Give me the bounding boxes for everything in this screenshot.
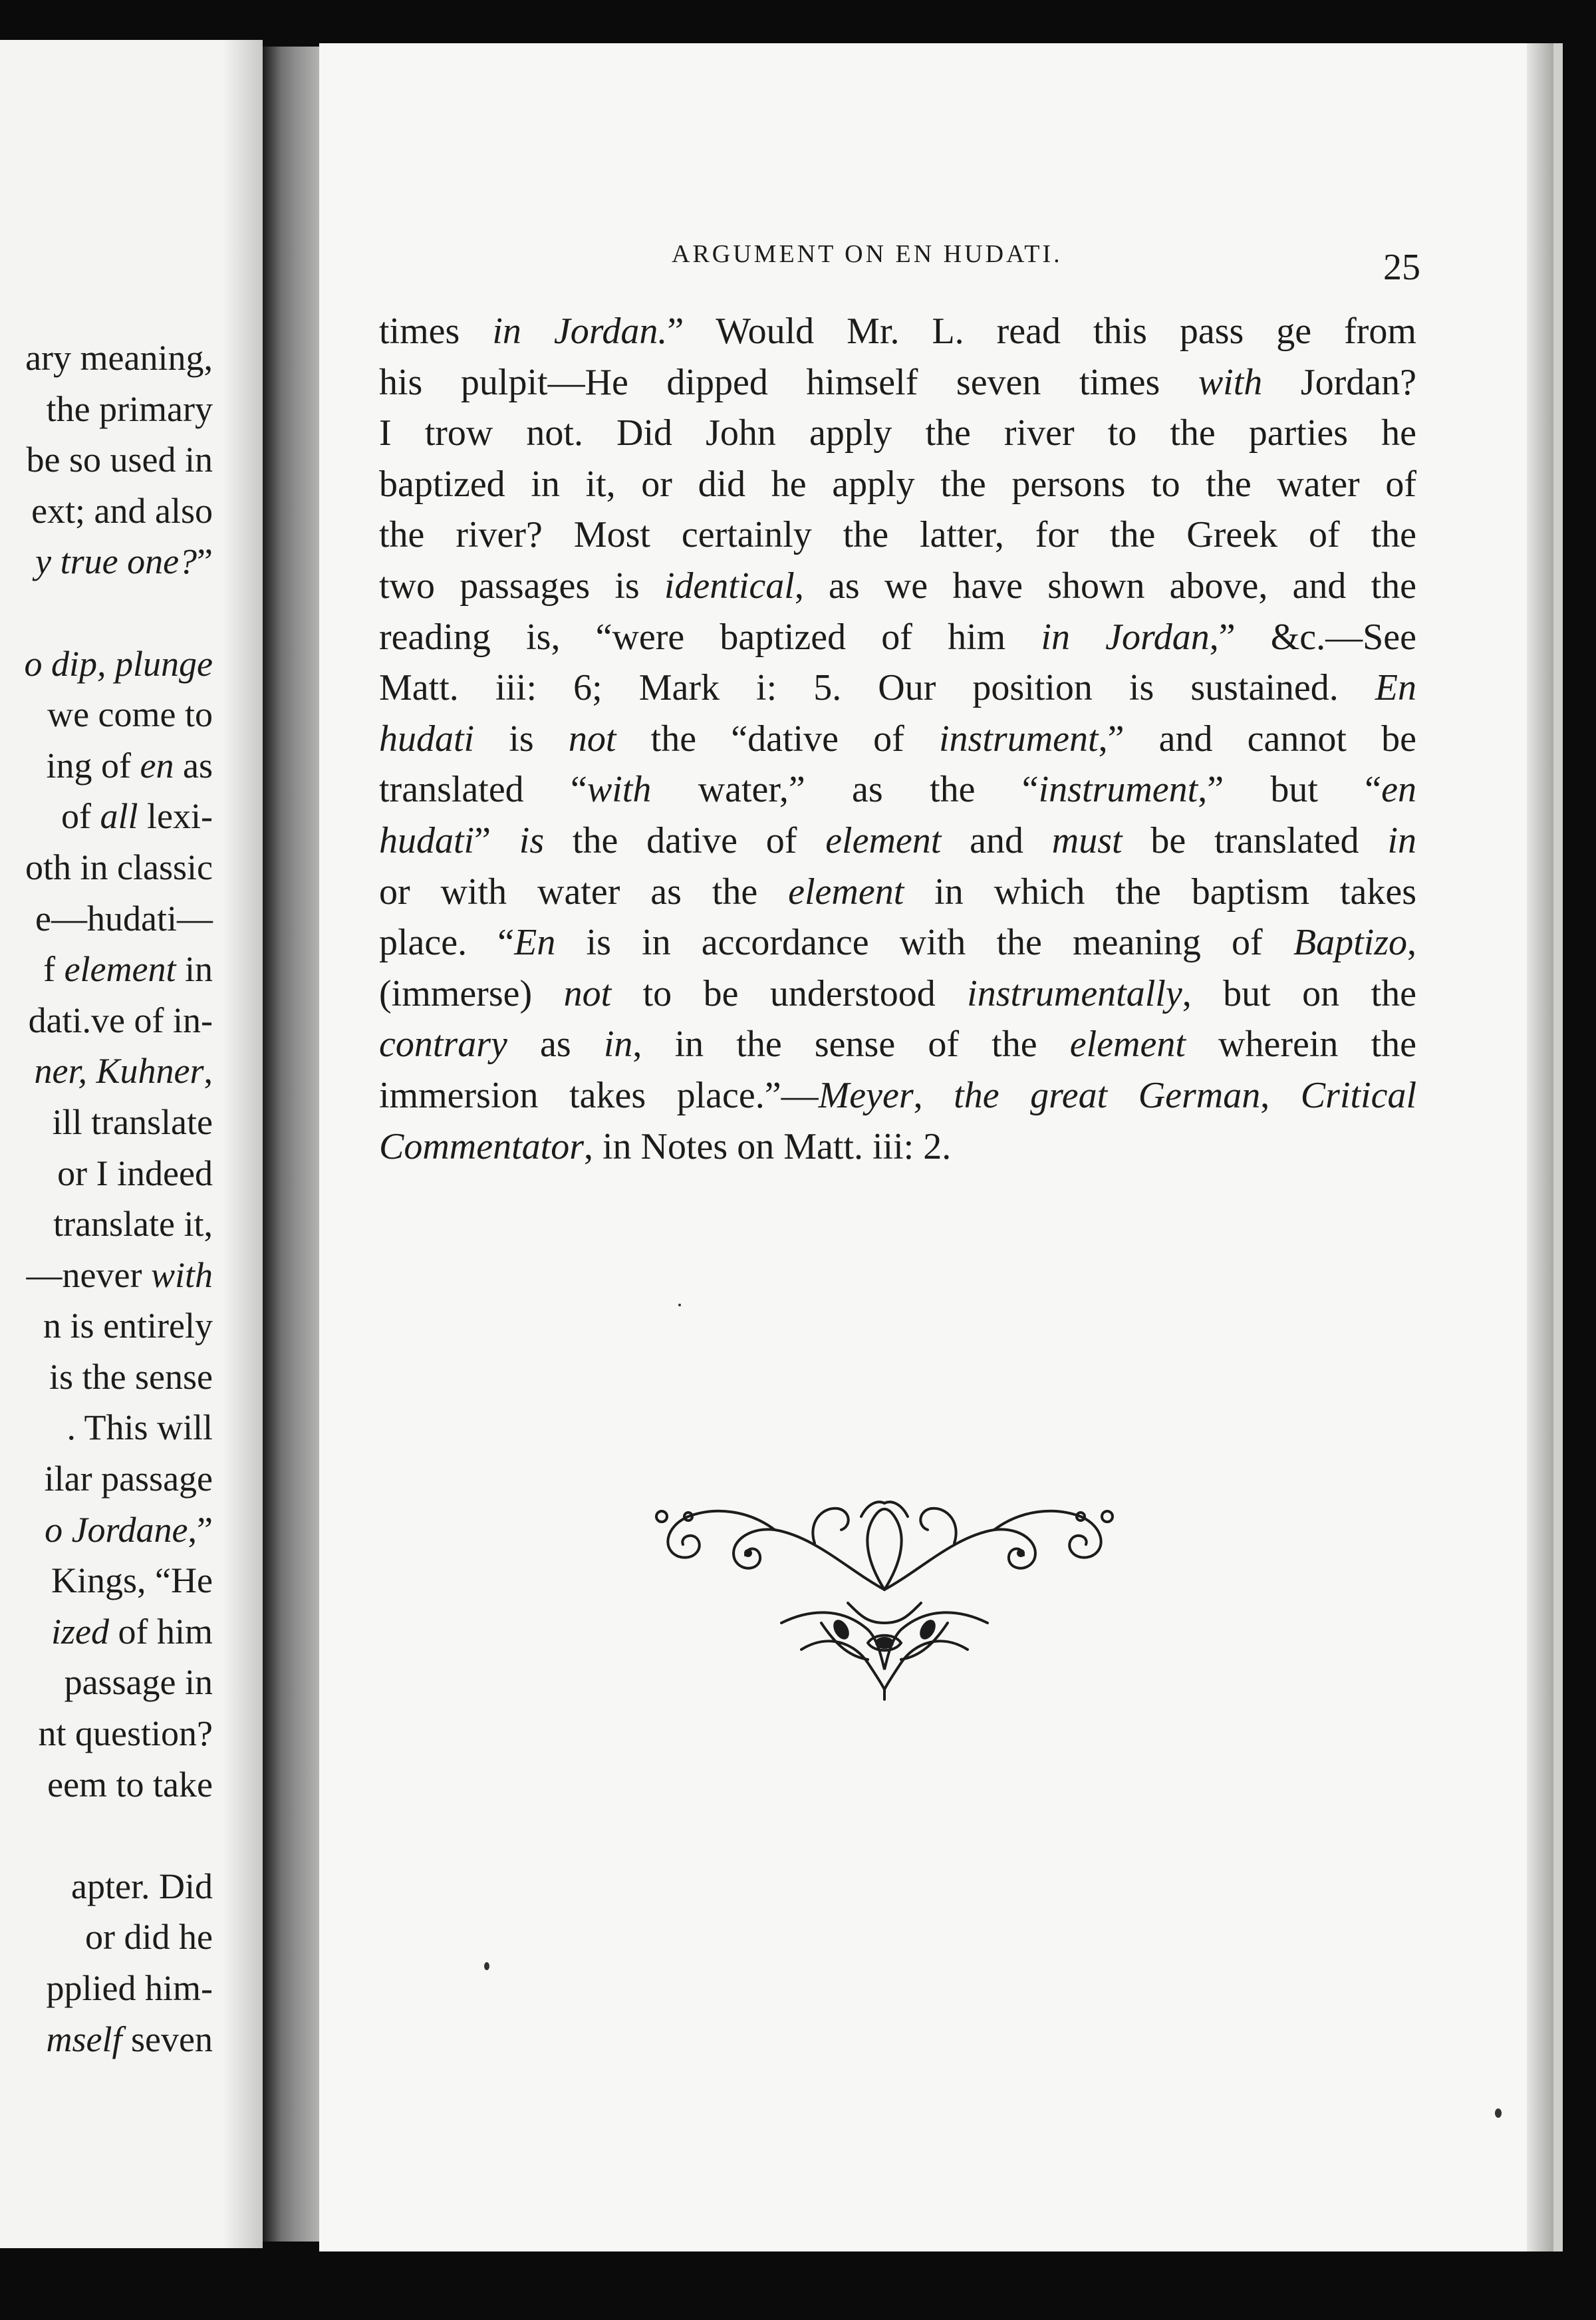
floral-tailpiece-icon xyxy=(648,1490,1121,1703)
facing-text-line: oth in classic xyxy=(25,847,213,887)
facing-text-line: ill translate xyxy=(52,1101,213,1142)
page-number: 25 xyxy=(1383,247,1420,288)
text-line: the river? Most certainly the latter, for the Greek of the xyxy=(379,514,1416,556)
text-line: reading is, “were baptized of him in Jordan,” &c.—See xyxy=(379,616,1417,658)
facing-text-line: of all lexi- xyxy=(61,796,213,837)
text-line: immersion takes place.”—Meyer, the great German, Critical xyxy=(379,1074,1416,1116)
facing-text-line: y true one?” xyxy=(35,541,213,582)
facing-page-left xyxy=(0,40,263,2248)
facing-text-line: we come to xyxy=(47,694,213,735)
facing-text-line: ized of him xyxy=(51,1611,213,1652)
facing-text-line: the primary xyxy=(46,388,213,429)
facing-text-line: ary meaning, xyxy=(25,338,213,378)
text-line: contrary as in, in the sense of the element wherein the xyxy=(379,1024,1416,1066)
text-line: (immerse) not to be understood instrumentally, but on the xyxy=(379,972,1416,1014)
facing-text-line: ner, Kuhner, xyxy=(34,1051,213,1091)
facing-text-line: mself seven xyxy=(46,2019,213,2059)
facing-text-line: dati.ve of in- xyxy=(28,1000,213,1040)
text-line: translated “with water,” as the “instrument,” but “en xyxy=(379,769,1416,811)
book-spine xyxy=(263,47,323,2242)
facing-text-line: passage in xyxy=(64,1662,213,1703)
text-line: hudati” is the dative of element and must be translated in xyxy=(379,819,1417,861)
scan-speck xyxy=(678,1304,681,1306)
facing-text-line: n is entirely xyxy=(43,1306,213,1346)
facing-text-line: . This will xyxy=(66,1407,213,1448)
facing-text-line: o Jordane,” xyxy=(45,1509,213,1550)
paragraph-gap xyxy=(0,1810,213,1861)
facing-text-line: pplied him- xyxy=(46,1968,213,2008)
facing-text-line: o dip, plunge xyxy=(24,643,213,684)
facing-text-line: e—hudati— xyxy=(35,898,213,939)
text-line: I trow not. Did John apply the river to the parties he xyxy=(379,412,1416,454)
page-edge xyxy=(1527,43,1553,2251)
text-line: times in Jordan.” Would Mr. L. read this pass ge from xyxy=(379,311,1416,352)
gutter-shadow xyxy=(223,40,263,2248)
facing-text-line: eem to take xyxy=(47,1764,213,1805)
text-line: Matt. iii: 6; Mark i: 5. Our position is sustained. En xyxy=(379,667,1416,709)
facing-text-line: ing of en as xyxy=(46,745,213,786)
text-line: two passages is identical, as we have shown above, and the xyxy=(379,565,1416,607)
facing-text-line: ilar passage xyxy=(44,1459,213,1499)
facing-text-line: Kings, “He xyxy=(51,1560,213,1601)
text-line: place. “En is in accordance with the meaning of Baptizo, xyxy=(379,922,1417,964)
body-text xyxy=(379,306,1416,1172)
facing-text-line: is the sense xyxy=(49,1356,213,1397)
scan-speck xyxy=(484,1962,489,1970)
facing-text-line: ext; and also xyxy=(31,490,213,531)
paragraph-gap xyxy=(0,587,213,639)
scan-speck xyxy=(1495,2108,1502,2118)
facing-text-line: or did he xyxy=(85,1917,213,1958)
facing-text-line: or I indeed xyxy=(57,1153,213,1193)
facing-text-line: apter. Did xyxy=(71,1866,213,1906)
text-line: hudati is not the “dative of instrument,” and cannot be xyxy=(379,718,1416,760)
running-head: ARGUMENT ON EN HUDATI. xyxy=(672,240,1063,268)
facing-text-line: be so used in xyxy=(26,440,213,480)
facing-page-text xyxy=(0,333,213,2065)
text-line: or with water as the element in which the baptism takes xyxy=(379,871,1416,913)
text-line: his pulpit—He dipped himself seven times with Jordan? xyxy=(379,361,1416,403)
facing-text-line: f element in xyxy=(43,949,213,990)
text-line: baptized in it, or did he apply the persons to the water of xyxy=(379,463,1416,505)
facing-text-line: nt question? xyxy=(38,1713,213,1754)
text-line: Commentator, in Notes on Matt. iii: 2. xyxy=(379,1125,952,1167)
facing-text-line: —never with xyxy=(26,1254,213,1295)
facing-text-line: translate it, xyxy=(53,1204,213,1244)
